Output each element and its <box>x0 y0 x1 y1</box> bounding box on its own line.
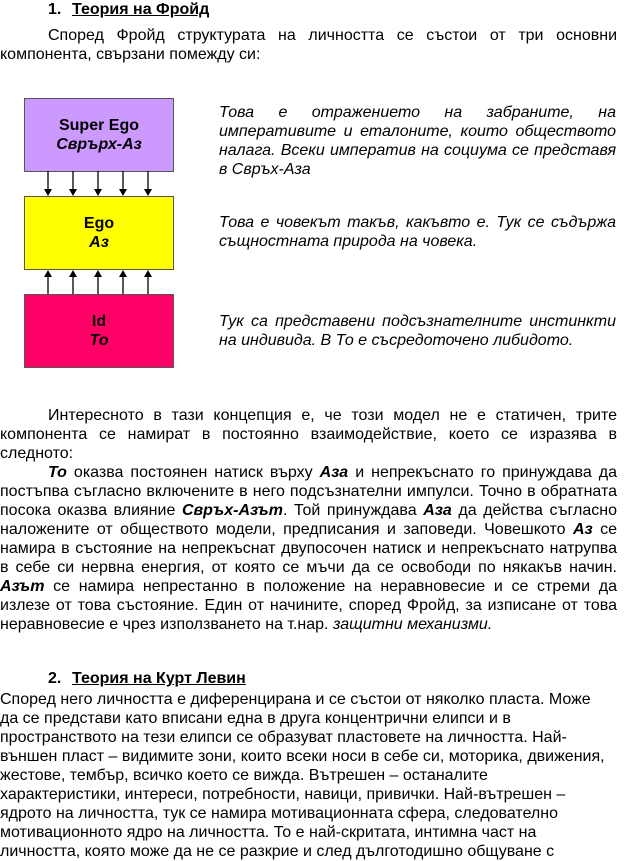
arrow-up-icon <box>144 270 152 295</box>
super-ego-box <box>24 98 174 172</box>
section2-title: Теория на Курт Левин <box>72 670 246 687</box>
section2-heading <box>48 670 246 688</box>
body-paragraph-2 <box>0 463 617 634</box>
arrow-down-icon <box>144 171 152 196</box>
id-label: Id <box>91 313 107 330</box>
arrow-up-icon <box>44 270 52 295</box>
arrows-down <box>24 171 174 197</box>
super-ego-description: Това е отражението на забраните, на императивите и еталоните, които обществото налага. Всеки императив на социума се представя в Свръх-Аза <box>219 104 616 178</box>
ego-label: Ego <box>83 215 115 232</box>
section1-intro <box>0 26 617 64</box>
body-paragraph-1 <box>0 406 617 463</box>
ego-box <box>24 196 174 270</box>
term-svrah-azat: Свръх-Азът <box>181 502 283 519</box>
arrow-down-icon <box>69 171 77 196</box>
body-text <box>0 406 617 634</box>
arrows-up <box>24 269 174 295</box>
text-run: и непрекъснато го принуждава да постъпва съгласно включените в него подсъзнателни импулси. Точно в обратната посока оказва влияние <box>0 464 617 519</box>
text-run: се намира в състояние на непрекъснат двупосочен натиск и непрекъснато натрупва в себе си нервна енергия, от която се мъчи да се освободи по някакъв начин. <box>0 521 617 576</box>
arrow-down-icon <box>119 171 127 196</box>
super-ego-label: Super Ego <box>58 117 139 134</box>
term-aza: Аза <box>319 464 349 481</box>
arrow-down-icon <box>94 171 102 196</box>
term-aza-2: Аза <box>423 502 452 519</box>
section1-title: Теория на Фройд <box>72 1 210 18</box>
id-box <box>24 294 174 368</box>
text-run: се намира непрестанно в положение на неравновесие и се стреми да излезе от това състояние. Един от начините, според Фройд, за изписане от това неравновесие е чрез използването на т.нар. <box>0 578 617 633</box>
super-ego-label-bg: Сврърх-Аз <box>56 136 142 153</box>
arrow-down-icon <box>44 171 52 196</box>
text-run: оказва постоянен натиск върху <box>66 464 320 481</box>
arrow-up-icon <box>119 270 127 295</box>
term-az: Аз <box>572 521 593 538</box>
id-label-bg: То <box>89 332 109 349</box>
section1-number: 1. <box>48 1 62 18</box>
term-azat: Азът <box>0 578 45 595</box>
section1-intro-text: Според Фройд структурата на личността се състои от три основни компонента, свързани помежду си: <box>0 27 617 63</box>
term-to: То <box>48 464 67 481</box>
ego-description: Това е човекът такъв, какъвто е. Тук се съдържа същностната природа на човека. <box>219 214 616 250</box>
body-paragraph-1-text: Интересното в тази концепция е, че този модел не е статичен, трите компонента се намират в постоянно взаимодействие, което се изразява в следното: <box>0 407 617 462</box>
arrow-up-icon <box>94 270 102 295</box>
section1-heading <box>48 1 209 19</box>
ego-label-bg: Аз <box>89 234 109 251</box>
section2-number: 2. <box>48 670 62 687</box>
text-run: да действа съгласно наложените от обществото модели, предписания и заповеди. Човешкото <box>0 502 617 538</box>
term-defense-mechanisms: защитни механизми. <box>332 616 493 633</box>
section2-text: Според него личността е диференцирана и се състои от няколко пласта. Може да се представи като вписани една в друга концентрични елипси и в пространството на тези елипси се образуват пластовете на личността. Най-външен пласт – видимите зони, които всеки носи в себе си, моторика, движения, жестове, тембър, всичко което се вижда. Вътрешен – останалите характеристики, интереси, потребности, навици, привички. Най-вътрешен – ядрото на личността, тук се намира мотивационната сфера, следователно мотивационното ядро на личността. То е най-скритата, интимна част на личността, която може да не се разкрие и след дълготодишно общуване с <box>0 691 605 860</box>
id-description: Тук са представени подсъзнателните инстинкти на индивида. В То е съсредоточено либидото. <box>219 313 616 349</box>
arrow-up-icon <box>69 270 77 295</box>
text-run: . Той принуждава <box>282 502 424 519</box>
